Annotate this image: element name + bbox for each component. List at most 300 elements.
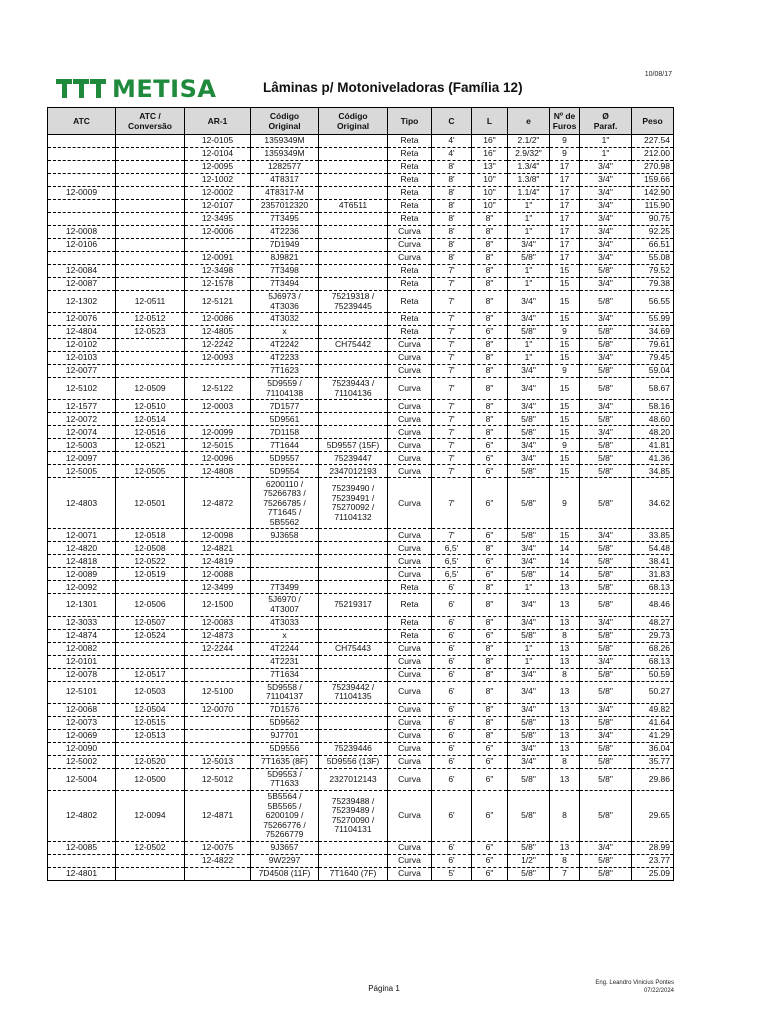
table-cell: 13 <box>550 841 580 854</box>
table-cell: CH75443 <box>319 642 388 655</box>
table-cell: 7D1577 <box>251 400 319 413</box>
table-cell: 270.98 <box>632 161 674 174</box>
table-cell: 3/4" <box>508 742 550 755</box>
table-cell: 3/4" <box>508 313 550 326</box>
table-cell: 3/4" <box>580 239 632 252</box>
table-cell: 12-5012 <box>185 768 251 790</box>
table-cell: 6' <box>432 581 472 594</box>
table-cell: 12-4821 <box>185 542 251 555</box>
table-cell <box>319 854 388 867</box>
table-cell: 6" <box>472 478 508 529</box>
table-cell: 41.81 <box>632 439 674 452</box>
table-cell: 13 <box>550 594 580 616</box>
table-cell: 12-0501 <box>116 478 185 529</box>
table-cell: 7T1644 <box>251 439 319 452</box>
table-cell: 75239488 / 75239489 / 75270090 / 71104131 <box>319 790 388 841</box>
table-cell: Reta <box>388 581 432 594</box>
table-cell: 5/8" <box>580 629 632 642</box>
table-row <box>48 148 674 161</box>
table-cell: 58.67 <box>632 378 674 400</box>
table-cell: Curva <box>388 768 432 790</box>
table-cell: 12-0092 <box>48 581 116 594</box>
table-cell: Curva <box>388 339 432 352</box>
table-row <box>48 668 674 681</box>
table-cell: 6' <box>432 790 472 841</box>
table-cell: Curva <box>388 529 432 542</box>
table-cell: 3/4" <box>580 226 632 239</box>
table-cell: 12-0516 <box>116 426 185 439</box>
table-cell: 23.77 <box>632 854 674 867</box>
table-cell: 5D9558 / 71104137 <box>251 681 319 703</box>
table-cell: 5/8" <box>508 326 550 339</box>
table-cell: 15 <box>550 352 580 365</box>
table-cell: 6" <box>472 629 508 642</box>
table-cell: 3/4" <box>580 729 632 742</box>
table-cell <box>319 668 388 681</box>
table-cell: Reta <box>388 187 432 200</box>
author-note <box>595 980 674 995</box>
table-cell <box>116 742 185 755</box>
table-row <box>48 265 674 278</box>
table-cell: 12-0520 <box>116 755 185 768</box>
column-header: Código Original <box>251 108 319 135</box>
table-cell: 5/8" <box>508 426 550 439</box>
table-cell <box>116 148 185 161</box>
table-cell: 9 <box>550 135 580 148</box>
table-cell: 50.27 <box>632 681 674 703</box>
table-cell: 5/8" <box>580 581 632 594</box>
table-cell: 9 <box>550 478 580 529</box>
table-cell: 1282577 <box>251 161 319 174</box>
table-cell: 3/4" <box>580 174 632 187</box>
table-cell: 79.52 <box>632 265 674 278</box>
table-cell: 6" <box>472 465 508 478</box>
table-cell: 12-0105 <box>185 135 251 148</box>
table-cell <box>185 742 251 755</box>
table-cell: 5/8" <box>508 729 550 742</box>
table-cell: 34.69 <box>632 326 674 339</box>
table-cell: 7' <box>432 400 472 413</box>
table-row <box>48 439 674 452</box>
table-cell: 6" <box>472 742 508 755</box>
table-cell <box>185 867 251 880</box>
table-cell: 13 <box>550 581 580 594</box>
table-cell: 5/8" <box>580 326 632 339</box>
table-cell: Reta <box>388 265 432 278</box>
table-cell: 48.60 <box>632 413 674 426</box>
table-cell: 9 <box>550 365 580 378</box>
table-cell: 6' <box>432 681 472 703</box>
table-cell: 12-2242 <box>185 339 251 352</box>
table-cell: 3/4" <box>508 594 550 616</box>
table-cell: Reta <box>388 161 432 174</box>
table-cell <box>319 413 388 426</box>
table-cell: Curva <box>388 365 432 378</box>
table-cell: 12-0094 <box>116 790 185 841</box>
table-cell: 12-4801 <box>48 867 116 880</box>
table-cell: 1" <box>580 135 632 148</box>
table-cell: 17 <box>550 200 580 213</box>
table-cell: 75219318 / 75239445 <box>319 291 388 313</box>
table-cell: 4' <box>432 148 472 161</box>
table-cell: 7' <box>432 352 472 365</box>
table-cell: 13 <box>550 716 580 729</box>
table-row <box>48 426 674 439</box>
table-cell: 8' <box>432 252 472 265</box>
table-cell <box>116 187 185 200</box>
table-cell: 12-5015 <box>185 439 251 452</box>
table-cell <box>319 703 388 716</box>
table-cell: 8' <box>432 187 472 200</box>
table-cell: 14 <box>550 568 580 581</box>
table-cell <box>185 239 251 252</box>
table-row <box>48 365 674 378</box>
table-cell <box>319 629 388 642</box>
table-cell: 8' <box>432 239 472 252</box>
table-row <box>48 755 674 768</box>
table-cell: 5/8" <box>580 542 632 555</box>
table-cell: 1" <box>508 352 550 365</box>
table-cell: 7 <box>550 867 580 880</box>
table-cell: 7T3498 <box>251 265 319 278</box>
table-cell: 6,5' <box>432 555 472 568</box>
table-row <box>48 226 674 239</box>
table-cell: 29.65 <box>632 790 674 841</box>
table-cell: 12-0099 <box>185 426 251 439</box>
table-header-row <box>48 108 674 135</box>
table-cell: Curva <box>388 854 432 867</box>
table-cell: 3/4" <box>508 439 550 452</box>
table-cell: 3/4" <box>508 291 550 313</box>
table-cell <box>319 568 388 581</box>
table-cell: 5/8" <box>580 291 632 313</box>
table-cell: 12-0085 <box>48 841 116 854</box>
table-cell: 10" <box>472 187 508 200</box>
table-cell: 29.73 <box>632 629 674 642</box>
table-cell: 5/8" <box>508 629 550 642</box>
table-cell: 12-1578 <box>185 278 251 291</box>
table-cell: Curva <box>388 681 432 703</box>
table-cell: 6' <box>432 629 472 642</box>
table-cell: 7' <box>432 413 472 426</box>
column-header: L <box>472 108 508 135</box>
table-cell: 8" <box>472 239 508 252</box>
table-header <box>48 108 674 135</box>
table-cell: 6' <box>432 716 472 729</box>
table-cell <box>319 365 388 378</box>
table-cell: Curva <box>388 729 432 742</box>
table-cell: x <box>251 326 319 339</box>
column-header: ATC / Conversão <box>116 108 185 135</box>
table-cell: 12-3033 <box>48 616 116 629</box>
table-cell: 7' <box>432 278 472 291</box>
table-cell: 12-5101 <box>48 681 116 703</box>
table-cell <box>48 200 116 213</box>
table-cell: 1" <box>508 581 550 594</box>
table-cell: 12-0070 <box>185 703 251 716</box>
table-cell: 12-0507 <box>116 616 185 629</box>
table-cell: Curva <box>388 841 432 854</box>
table-cell <box>116 352 185 365</box>
document-date: 10/08/17 <box>644 71 672 78</box>
table-row <box>48 790 674 841</box>
table-cell: 15 <box>550 413 580 426</box>
table-cell <box>48 252 116 265</box>
table-cell: 2327012143 <box>319 768 388 790</box>
table-cell: 1" <box>508 278 550 291</box>
table-cell: 3/4" <box>508 668 550 681</box>
table-cell: 12-4803 <box>48 478 116 529</box>
table-cell: 15 <box>550 400 580 413</box>
table-cell: 8' <box>432 213 472 226</box>
table-cell: 115.90 <box>632 200 674 213</box>
table-cell: 8" <box>472 252 508 265</box>
table-cell: CH75442 <box>319 339 388 352</box>
column-header: Ø Paraf. <box>580 108 632 135</box>
table-cell <box>185 668 251 681</box>
table-cell: 12-0101 <box>48 655 116 668</box>
table-row <box>48 135 674 148</box>
table-cell: 7T3494 <box>251 278 319 291</box>
table-cell: 10" <box>472 174 508 187</box>
table-cell: 5D9556 (13F) <box>319 755 388 768</box>
table-cell <box>185 365 251 378</box>
table-cell: 13 <box>550 642 580 655</box>
table-row <box>48 239 674 252</box>
table-cell: 75239447 <box>319 452 388 465</box>
table-cell: 3/4" <box>508 452 550 465</box>
table-cell: Reta <box>388 135 432 148</box>
table-row <box>48 278 674 291</box>
table-row <box>48 594 674 616</box>
table-cell: 15 <box>550 465 580 478</box>
table-cell: 5/8" <box>580 768 632 790</box>
table-cell: 13 <box>550 742 580 755</box>
table-cell: 1359349M <box>251 135 319 148</box>
table-cell: 12-0102 <box>48 339 116 352</box>
table-cell: 5/8" <box>580 452 632 465</box>
table-cell <box>116 200 185 213</box>
table-cell <box>251 555 319 568</box>
table-cell: 12-4804 <box>48 326 116 339</box>
table-cell: 12-5003 <box>48 439 116 452</box>
table-cell: Curva <box>388 439 432 452</box>
table-cell: 12-0006 <box>185 226 251 239</box>
table-cell: 75239446 <box>319 742 388 755</box>
table-cell: 8" <box>472 426 508 439</box>
table-cell: 8" <box>472 226 508 239</box>
table-cell: 5/8" <box>508 867 550 880</box>
table-cell: 12-0514 <box>116 413 185 426</box>
table-cell: 17 <box>550 226 580 239</box>
table-cell: Curva <box>388 668 432 681</box>
table-cell: 12-0003 <box>185 400 251 413</box>
table-cell: 3/4" <box>508 681 550 703</box>
table-cell <box>319 161 388 174</box>
table-cell: 12-1500 <box>185 594 251 616</box>
table-cell: 12-0002 <box>185 187 251 200</box>
table-cell: 6' <box>432 703 472 716</box>
table-cell: 1" <box>508 226 550 239</box>
table-cell: 6' <box>432 655 472 668</box>
table-cell <box>319 278 388 291</box>
table-row <box>48 200 674 213</box>
table-cell: Reta <box>388 313 432 326</box>
table-cell: 8" <box>472 339 508 352</box>
table-cell: 1" <box>508 200 550 213</box>
table-cell: 6' <box>432 616 472 629</box>
table-cell: 7' <box>432 339 472 352</box>
table-cell: 12-0524 <box>116 629 185 642</box>
table-cell: 29.86 <box>632 768 674 790</box>
table-cell: 12-3495 <box>185 213 251 226</box>
table-cell: 12-0078 <box>48 668 116 681</box>
table-cell <box>319 841 388 854</box>
table-row <box>48 655 674 668</box>
table-cell: 13 <box>550 729 580 742</box>
table-cell: 12-0076 <box>48 313 116 326</box>
table-cell: 12-5002 <box>48 755 116 768</box>
table-cell: Curva <box>388 568 432 581</box>
table-cell: 7' <box>432 426 472 439</box>
table-cell: 3/4" <box>508 378 550 400</box>
table-cell: 3/4" <box>580 529 632 542</box>
table-cell: 8" <box>472 278 508 291</box>
table-cell: 75219317 <box>319 594 388 616</box>
table-cell: 12-0074 <box>48 426 116 439</box>
table-cell: 1359349M <box>251 148 319 161</box>
table-cell: 5/8" <box>580 265 632 278</box>
table-cell: 8" <box>472 681 508 703</box>
table-row <box>48 213 674 226</box>
table-cell: 5D9554 <box>251 465 319 478</box>
table-cell: 7T3499 <box>251 581 319 594</box>
column-header: Tipo <box>388 108 432 135</box>
table-cell: 15 <box>550 313 580 326</box>
table-cell: Curva <box>388 452 432 465</box>
table-cell <box>116 655 185 668</box>
table-cell: 7D4508 (11F) <box>251 867 319 880</box>
table-cell: 68.26 <box>632 642 674 655</box>
table-cell: 17 <box>550 252 580 265</box>
table-cell: 7' <box>432 313 472 326</box>
table-cell: 13 <box>550 681 580 703</box>
table-cell: 8' <box>432 200 472 213</box>
table-cell: 12-0086 <box>185 313 251 326</box>
table-cell: Curva <box>388 352 432 365</box>
table-cell: 13 <box>550 768 580 790</box>
table-cell: 3/4" <box>580 352 632 365</box>
metisa-logo-mark-icon <box>56 76 108 102</box>
table-cell: 6' <box>432 729 472 742</box>
table-cell: Reta <box>388 616 432 629</box>
table-cell: 12-0104 <box>185 148 251 161</box>
table-cell: 12-0506 <box>116 594 185 616</box>
table-cell: 12-0103 <box>48 352 116 365</box>
table-cell: 1" <box>580 148 632 161</box>
table-cell: Reta <box>388 326 432 339</box>
table-cell: 13 <box>550 655 580 668</box>
table-cell <box>116 278 185 291</box>
table-cell <box>48 135 116 148</box>
blades-table <box>47 107 674 881</box>
table-cell: 4T2233 <box>251 352 319 365</box>
table-cell: 8" <box>472 413 508 426</box>
table-cell: 38.41 <box>632 555 674 568</box>
table-cell: 12-0505 <box>116 465 185 478</box>
table-cell: 35.77 <box>632 755 674 768</box>
table-cell: 48.20 <box>632 426 674 439</box>
table-row <box>48 252 674 265</box>
table-cell: 2357012320 <box>251 200 319 213</box>
table-cell: 12-4820 <box>48 542 116 555</box>
table-cell <box>319 226 388 239</box>
table-cell: 12-3499 <box>185 581 251 594</box>
table-cell: 4T6511 <box>319 200 388 213</box>
table-cell: 159.66 <box>632 174 674 187</box>
table-cell: 5/8" <box>580 790 632 841</box>
table-cell: 8" <box>472 594 508 616</box>
table-cell: 5' <box>432 867 472 880</box>
table-cell <box>185 729 251 742</box>
table-cell: 3/4" <box>508 542 550 555</box>
table-cell: 7' <box>432 365 472 378</box>
table-cell: Curva <box>388 413 432 426</box>
table-row <box>48 529 674 542</box>
table-cell: 12-0072 <box>48 413 116 426</box>
table-cell: 12-0069 <box>48 729 116 742</box>
table-cell: 12-4818 <box>48 555 116 568</box>
table-cell: 7T3495 <box>251 213 319 226</box>
table-cell <box>48 854 116 867</box>
table-row <box>48 187 674 200</box>
table-cell: 5D9556 <box>251 742 319 755</box>
table-row <box>48 378 674 400</box>
table-cell: 5/8" <box>580 339 632 352</box>
table-cell: 3/4" <box>580 841 632 854</box>
table-cell: Reta <box>388 200 432 213</box>
table-cell: 5D9557 (15F) <box>319 439 388 452</box>
metisa-logo <box>56 76 216 102</box>
table-cell: 12-0071 <box>48 529 116 542</box>
table-cell: 14 <box>550 555 580 568</box>
author-date: 07/22/2024 <box>643 987 674 994</box>
table-cell: 4T8317-M <box>251 187 319 200</box>
table-cell: 56.55 <box>632 291 674 313</box>
table-cell: 16" <box>472 148 508 161</box>
table-cell: 5/8" <box>508 252 550 265</box>
table-cell: 12-5004 <box>48 768 116 790</box>
table-cell: 6" <box>472 452 508 465</box>
table-cell: 8" <box>472 291 508 313</box>
table-row <box>48 400 674 413</box>
table-cell: 2347012193 <box>319 465 388 478</box>
table-cell: 5/8" <box>508 568 550 581</box>
table-cell: 12-0096 <box>185 452 251 465</box>
table-cell <box>116 642 185 655</box>
table-cell: 31.83 <box>632 568 674 581</box>
table-cell: 6' <box>432 668 472 681</box>
table-cell: 68.13 <box>632 655 674 668</box>
table-cell: 12-0504 <box>116 703 185 716</box>
table-cell: 5D9557 <box>251 452 319 465</box>
table-cell: 4T3032 <box>251 313 319 326</box>
table-cell: 5D9562 <box>251 716 319 729</box>
table-cell: 8" <box>472 265 508 278</box>
table-cell: 17 <box>550 239 580 252</box>
table-cell: 7' <box>432 452 472 465</box>
table-cell <box>116 581 185 594</box>
